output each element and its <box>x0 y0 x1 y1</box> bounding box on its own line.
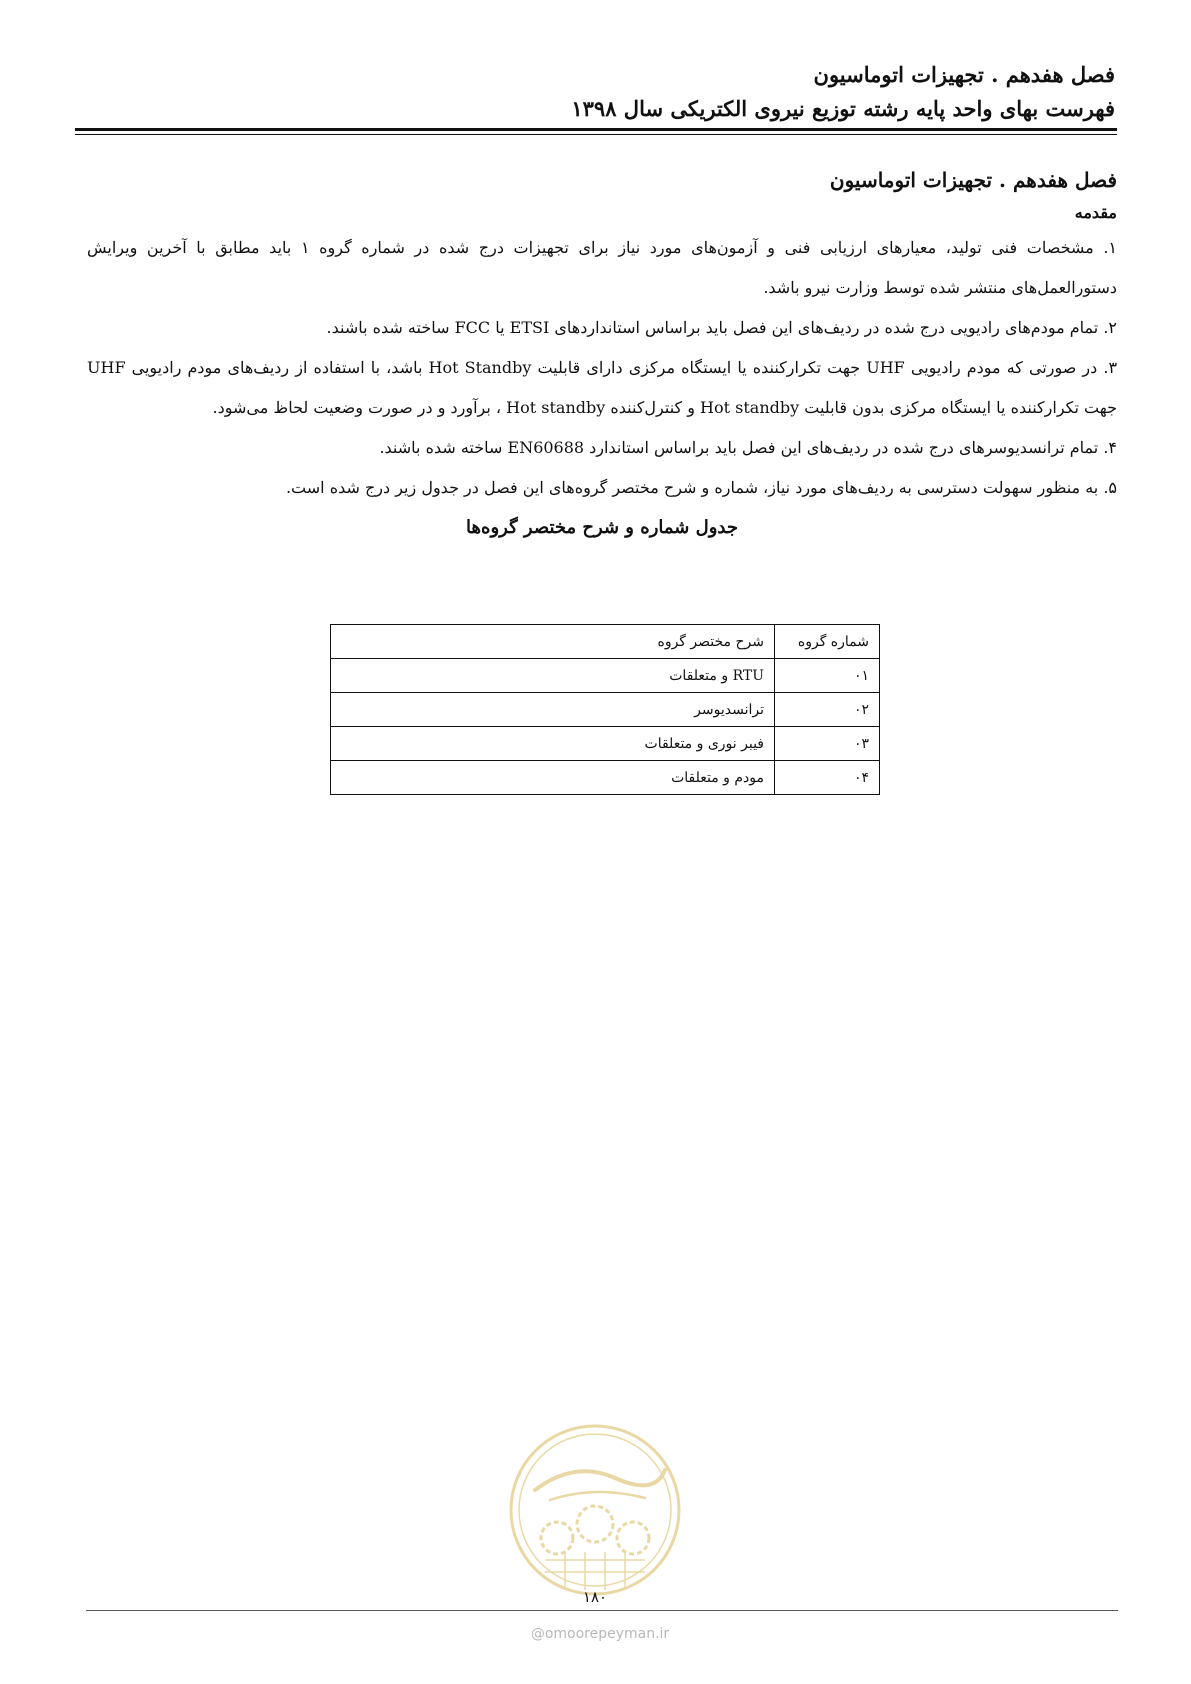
group-number-cell: ۰۳ <box>775 727 880 761</box>
table-row <box>331 727 880 761</box>
watermark-calligraphy-stroke <box>550 1492 645 1500</box>
group-table <box>330 624 880 795</box>
table-row <box>331 693 880 727</box>
group-number-cell: ۰۱ <box>775 659 880 693</box>
intro-label: مقدمه <box>1074 203 1117 222</box>
page-header <box>75 58 1115 126</box>
table-row <box>331 659 880 693</box>
footer-rule <box>86 1610 1118 1611</box>
watermark-logo <box>505 1420 685 1600</box>
group-number-cell: ۰۴ <box>775 761 880 795</box>
table-row <box>331 761 880 795</box>
header-rule-thick <box>75 128 1117 131</box>
group-description-cell: RTU و متعلقات <box>331 659 775 693</box>
watermark-inner-ring <box>519 1434 671 1586</box>
watermark-gear-right <box>617 1522 649 1554</box>
watermark-grid <box>545 1552 645 1590</box>
watermark-gear-left <box>541 1522 573 1554</box>
section-title: فصل هفدهم . تجهیزات اتوماسیون <box>829 168 1117 192</box>
table-caption: جدول شماره و شرح مختصر گروه‌ها <box>466 517 738 538</box>
group-description-cell: فیبر نوری و متعلقات <box>331 727 775 761</box>
table-header-row <box>331 625 880 659</box>
group-description-cell: مودم و متعلقات <box>331 761 775 795</box>
price-list-heading: فهرست بهای واحد پایه رشته توزیع نیروی الکتریکی سال ۱۳۹۸ <box>571 96 1115 121</box>
paragraph-4: ۴. تمام ترانسدیوسرهای درج شده در ردیف‌های این فصل باید براساس استاندارد EN60688 ساخته شده باشند. <box>379 438 1117 457</box>
watermark-calligraphy-swash <box>535 1470 665 1490</box>
group-description-cell: ترانسدیوسر <box>331 693 775 727</box>
chapter-heading: فصل هفدهم . تجهیزات اتوماسیون <box>813 62 1115 87</box>
main-content <box>87 164 1117 544</box>
column-header-group-description: شرح مختصر گروه <box>331 625 775 659</box>
header-rule-thin <box>75 134 1117 135</box>
footer-site-handle: @omoorepeyman.ir <box>530 1626 670 1642</box>
paragraph-5: ۵. به منظور سهولت دسترسی به ردیف‌های مورد نیاز، شماره و شرح مختصر گروه‌های این فصل در جدول زیر درج شده است. <box>285 478 1117 497</box>
page-number: ۱۸۰ <box>582 1588 608 1606</box>
paragraph-1: ۱. مشخصات فنی تولید، معیارهای ارزیابی فنی و آزمون‌های مورد نیاز برای تجهیزات درج شده در شماره گروه ۱ باید مطابق با آخرین ویرایش دستورالعمل‌های منتشر شده توسط وزارت نیرو باشد. <box>87 238 1118 297</box>
paragraph-2: ۲. تمام مودم‌های رادیویی درج شده در ردیف‌های این فصل باید براساس استانداردهای ETSI یا FCC ساخته شده باشند. <box>326 318 1117 337</box>
watermark-outer-ring <box>511 1426 679 1594</box>
column-header-group-number: شماره گروه <box>775 625 880 659</box>
paragraph-3: ۳. در صورتی که مودم رادیویی UHF جهت تکرارکننده یا ایستگاه مرکزی دارای قابلیت Hot Standby باشد، با استفاده از ردیف‌های مودم رادیویی UHF جهت تکرارکننده یا ایستگاه مرکزی بدون قابلیت Hot standby و کنترل‌کننده Hot standby ، برآورد و در صورت وضعیت لحاظ می‌شود. <box>87 358 1118 417</box>
watermark-gear-center <box>577 1506 613 1542</box>
group-number-cell: ۰۲ <box>775 693 880 727</box>
